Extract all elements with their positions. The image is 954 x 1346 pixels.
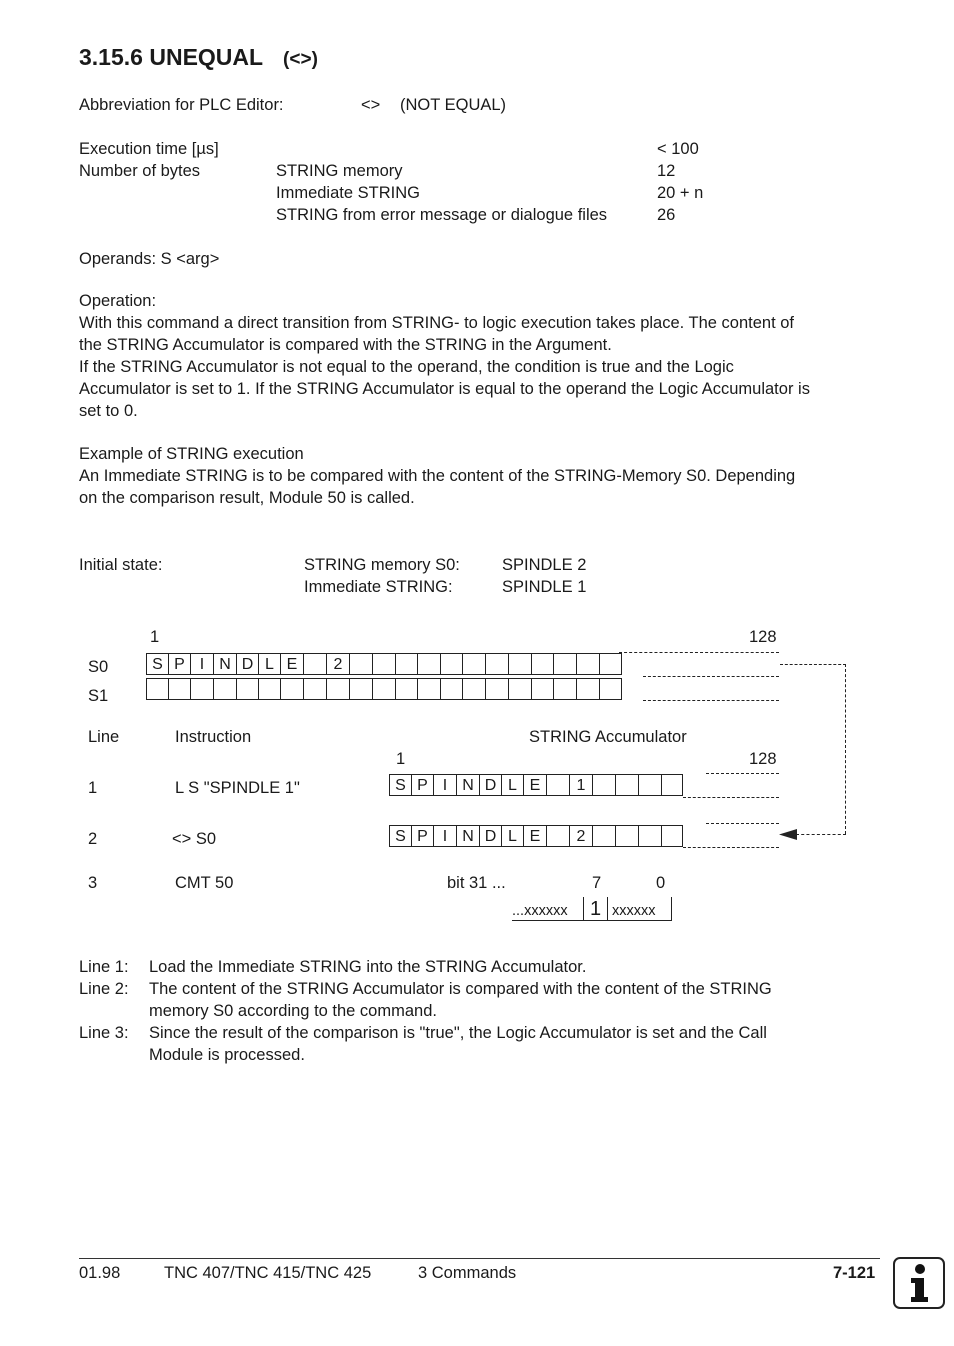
column-accumulator: STRING Accumulator xyxy=(529,728,687,746)
footer-page-number: 7-121 xyxy=(833,1264,876,1282)
string-cell: S xyxy=(146,653,168,675)
string-cell: P xyxy=(411,774,433,796)
string-cell xyxy=(546,825,569,847)
string-cell xyxy=(531,653,553,675)
s1-memory-cells xyxy=(146,678,622,700)
footer-model: TNC 407/TNC 415/TNC 425 xyxy=(164,1264,372,1282)
instruction-text: CMT 50 xyxy=(175,874,234,892)
note-label: Line 1: xyxy=(79,958,129,976)
string-cell xyxy=(661,774,683,796)
instruction-text: <> S0 xyxy=(172,830,217,848)
initial-row-name: Immediate STRING: xyxy=(304,578,453,596)
note-text: Since the result of the comparison is "true", the Logic Accumulator is set and the Call xyxy=(149,1024,767,1042)
operation-heading: Operation: xyxy=(79,292,157,310)
string-cell: I xyxy=(433,774,456,796)
instruction-text: L S "SPINDLE 1" xyxy=(175,779,300,797)
note-text: Module is processed. xyxy=(149,1046,305,1064)
abbreviation-meaning: (NOT EQUAL) xyxy=(400,96,507,114)
string-cell xyxy=(576,653,599,675)
string-cell xyxy=(236,678,258,700)
string-cell xyxy=(213,678,236,700)
abbreviation-value: <> xyxy=(361,96,381,114)
operands-text: Operands: S <arg> xyxy=(79,250,220,268)
string-cell: E xyxy=(280,653,303,675)
string-cell xyxy=(326,678,349,700)
s0-label: S0 xyxy=(88,658,109,676)
string-cell: D xyxy=(236,653,258,675)
example-heading: Example of STRING execution xyxy=(79,445,304,463)
section-symbol: (<>) xyxy=(283,49,318,70)
bytes-row-value: 12 xyxy=(657,162,676,180)
memory-continuation-dash xyxy=(619,652,779,653)
string-cell xyxy=(592,825,615,847)
footer-chapter: 3 Commands xyxy=(418,1264,517,1282)
example-paragraph xyxy=(79,443,889,509)
string-cell xyxy=(417,653,440,675)
string-cell: I xyxy=(433,825,456,847)
bytes-row-value: 20 + n xyxy=(657,184,704,202)
memory-continuation-dash xyxy=(643,676,779,677)
accumulator-continuation-dash xyxy=(683,847,779,848)
accumulator-continuation-dash xyxy=(683,797,779,798)
comparison-arrow-line xyxy=(780,664,846,665)
operation-line: set to 0. xyxy=(79,402,138,420)
bit-0-label: 0 xyxy=(656,874,666,892)
string-cell xyxy=(303,653,326,675)
note-label: Line 3: xyxy=(79,1024,129,1042)
bit-7-label: 7 xyxy=(592,874,602,892)
example-line: An Immediate STRING is to be compared with the content of the STRING-Memory S0. Depending xyxy=(79,467,796,485)
accumulator-start-index: 1 xyxy=(396,750,406,768)
note-text: memory S0 according to the command. xyxy=(149,1002,437,1020)
string-cell: N xyxy=(456,774,479,796)
operation-line: Accumulator is set to 1. If the STRING Accumulator is equal to the operand the Logic Accumulator is xyxy=(79,380,810,398)
string-cell: 1 xyxy=(569,774,592,796)
string-cell xyxy=(462,678,485,700)
string-cell: D xyxy=(479,825,501,847)
string-cell xyxy=(599,653,622,675)
s0-memory-cells xyxy=(146,653,622,675)
line-number: 1 xyxy=(88,779,98,797)
string-cell: L xyxy=(501,774,523,796)
execution-time-label: Execution time [µs] xyxy=(79,140,219,158)
string-cell xyxy=(349,653,372,675)
string-cell xyxy=(280,678,303,700)
bytes-row-value: 26 xyxy=(657,206,676,224)
initial-row-name: STRING memory S0: xyxy=(304,556,460,574)
accumulator-cells-line-1 xyxy=(389,774,683,796)
string-cell: 2 xyxy=(569,825,592,847)
string-cell xyxy=(440,678,462,700)
bytes-row-name: STRING from error message or dialogue files xyxy=(276,206,608,224)
initial-row-value: SPINDLE 1 xyxy=(502,578,587,596)
string-cell xyxy=(638,825,661,847)
string-cell xyxy=(615,774,638,796)
memory-end-index: 128 xyxy=(749,628,777,646)
string-cell: L xyxy=(501,825,523,847)
string-cell xyxy=(553,653,576,675)
operation-paragraph xyxy=(79,290,889,422)
string-cell xyxy=(395,678,417,700)
bytes-label: Number of bytes xyxy=(79,162,201,180)
arrow-head-icon xyxy=(779,829,797,840)
footer-date: 01.98 xyxy=(79,1264,121,1282)
info-icon xyxy=(893,1257,945,1309)
string-cell xyxy=(462,653,485,675)
note-text: The content of the STRING Accumulator is compared with the content of the STRING xyxy=(149,980,772,998)
string-cell xyxy=(576,678,599,700)
footer-rule xyxy=(79,1258,880,1259)
accumulator-end-index: 128 xyxy=(749,750,777,768)
operation-line: If the STRING Accumulator is not equal to the operand, the condition is true and the Logic xyxy=(79,358,734,376)
string-cell: P xyxy=(411,825,433,847)
string-cell xyxy=(485,678,508,700)
string-cell: P xyxy=(168,653,190,675)
string-cell xyxy=(592,774,615,796)
example-line: on the comparison result, Module 50 is called. xyxy=(79,489,415,507)
accumulator-continuation-dash xyxy=(706,823,779,824)
string-cell xyxy=(546,774,569,796)
string-cell xyxy=(417,678,440,700)
string-cell xyxy=(146,678,168,700)
string-cell xyxy=(190,678,213,700)
string-cell xyxy=(599,678,622,700)
string-cell: S xyxy=(389,774,411,796)
initial-state-label: Initial state: xyxy=(79,556,163,574)
string-cell xyxy=(168,678,190,700)
string-cell: E xyxy=(523,825,546,847)
string-cell: I xyxy=(190,653,213,675)
section-number: 3.15.6 xyxy=(79,44,143,70)
string-cell xyxy=(615,825,638,847)
string-cell: N xyxy=(456,825,479,847)
string-cell: L xyxy=(258,653,280,675)
note-text: Load the Immediate STRING into the STRING Accumulator. xyxy=(149,958,587,976)
bytes-row-name: STRING memory xyxy=(276,162,403,180)
string-cell xyxy=(638,774,661,796)
memory-continuation-dash xyxy=(643,700,779,701)
operation-line: the STRING Accumulator is compared with the STRING in the Argument. xyxy=(79,336,612,354)
abbreviation-label: Abbreviation for PLC Editor: xyxy=(79,96,284,114)
initial-row-value: SPINDLE 2 xyxy=(502,556,587,574)
string-cell: E xyxy=(523,774,546,796)
string-cell xyxy=(372,653,395,675)
string-cell xyxy=(508,653,531,675)
string-cell xyxy=(349,678,372,700)
column-line: Line xyxy=(88,728,120,746)
logic-bits-left: ...xxxxxx xyxy=(512,897,584,921)
string-cell xyxy=(440,653,462,675)
bytes-row-name: Immediate STRING xyxy=(276,184,420,202)
comparison-arrow-line xyxy=(845,664,846,834)
string-cell: D xyxy=(479,774,501,796)
operation-line: With this command a direct transition from STRING- to logic execution takes place. The content of xyxy=(79,314,795,332)
memory-start-index: 1 xyxy=(150,628,160,646)
bit-range-label: bit 31 ... xyxy=(447,874,506,892)
string-cell xyxy=(553,678,576,700)
string-cell xyxy=(661,825,683,847)
string-cell xyxy=(531,678,553,700)
line-number: 3 xyxy=(88,874,98,892)
string-cell xyxy=(258,678,280,700)
string-cell: S xyxy=(389,825,411,847)
column-instruction: Instruction xyxy=(175,728,252,746)
line-number: 2 xyxy=(88,830,98,848)
execution-time-value: < 100 xyxy=(657,140,699,158)
section-title: UNEQUAL xyxy=(149,44,263,70)
string-cell xyxy=(372,678,395,700)
string-cell: N xyxy=(213,653,236,675)
comparison-arrow-line xyxy=(796,834,846,835)
string-cell xyxy=(508,678,531,700)
accumulator-cells-line-2 xyxy=(389,825,683,847)
logic-bits-right: xxxxxx xyxy=(608,897,672,921)
string-cell xyxy=(395,653,417,675)
s1-label: S1 xyxy=(88,687,109,705)
string-cell xyxy=(303,678,326,700)
logic-bit-value: 1 xyxy=(584,897,608,921)
section-heading xyxy=(79,46,318,69)
string-cell: 2 xyxy=(326,653,349,675)
note-label: Line 2: xyxy=(79,980,129,998)
accumulator-continuation-dash xyxy=(706,773,779,774)
string-cell xyxy=(485,653,508,675)
